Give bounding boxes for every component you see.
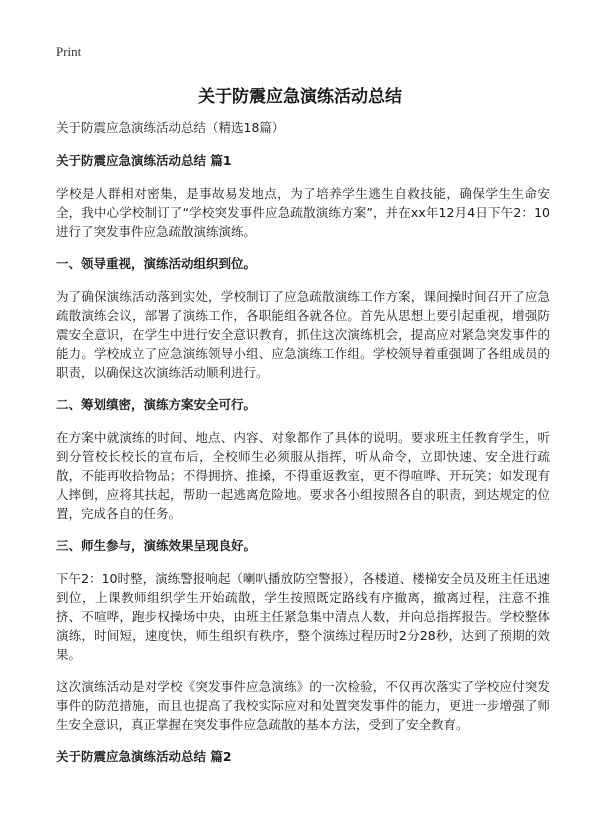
section-1-paragraph: 为了确保演练活动落到实处，学校制订了应急疏散演练工作方案，课间操时间召开了应急疏散演练会议，部署了演练工作，各职能组各就各位。首先从思想上要引起重视，增强防震安全意识，在学生中进行安全意识教育，抓住这次演练机会，提高应对紧急突发事件的能力。学校成立了应急演练领导小组、应急演练工作组。学校领导着重强调了各组成员的职责，以确保这次演练活动顺利进行。: [56, 289, 550, 380]
section-2-paragraph: 在方案中就演练的时间、地点、内容、对象都作了具体的说明。要求班主任教育学生，听到分管校长校长的宣布后，全校师生必须服从指挥，听从命令，立即快速、安全进行疏散，不能再收拾物品；不得拥挤、推搡，不得重返教室，更不得喧哗、开玩笑；如发现有人摔倒，应将其扶起，帮助一起逃离危险地。要求各小组按照各自的职责，到达规定的位置，完成各自的任务。: [56, 430, 550, 521]
intro-paragraph: 学校是人群相对密集，是事故易发地点，为了培养学生逃生自救技能，确保学生生命安全，我中心学校制订了“学校突发事件应急疏散演练方案”，并在xx年12月4日下午2：10进行了突发事件应急疏散演练演练。: [56, 186, 550, 239]
article-heading-2: 关于防震应急演练活动总结 篇2: [56, 749, 232, 764]
section-3-paragraph-1: 下午2：10时整，演练警报响起（喇叭播放防空警报），各楼道、楼梯安全员及班主任迅速到位，上课教师组织学生开始疏散，学生按照既定路线有序撤离，撤离过程，注意不推挤、不喧哗，跑步权操场中央，由班主任紧急集中清点人数，并向总指挥报告。学校整体演练，时间短，速度快，师生组织有秩序，整个演练过程历时2分28秒，达到了预期的效果。: [56, 571, 550, 662]
article-heading-1: 关于防震应急演练活动总结 篇1: [56, 153, 232, 168]
section-heading-3: 三、师生参与，演练效果呈现良好。: [56, 538, 257, 553]
section-heading-1: 一、领导重视，演练活动组织到位。: [56, 256, 257, 271]
print-link[interactable]: Print: [56, 44, 82, 59]
section-heading-2: 二、筹划缜密，演练方案安全可行。: [56, 397, 257, 412]
page-title: 关于防震应急演练活动总结: [198, 87, 402, 107]
document-subtitle: 关于防震应急演练活动总结（精选18篇）: [56, 120, 285, 135]
section-3-paragraph-2: 这次演练活动是对学校《突发事件应急演练》的一次检验，不仅再次落实了学校应付突发事件的防范措施，而且也提高了我校实际应对和处置突发事件的能力，更进一步增强了师生安全意识，真正掌握在突发事件应急疏散的基本方法，受到了安全教育。: [56, 679, 550, 732]
document-content: [56, 118, 550, 780]
